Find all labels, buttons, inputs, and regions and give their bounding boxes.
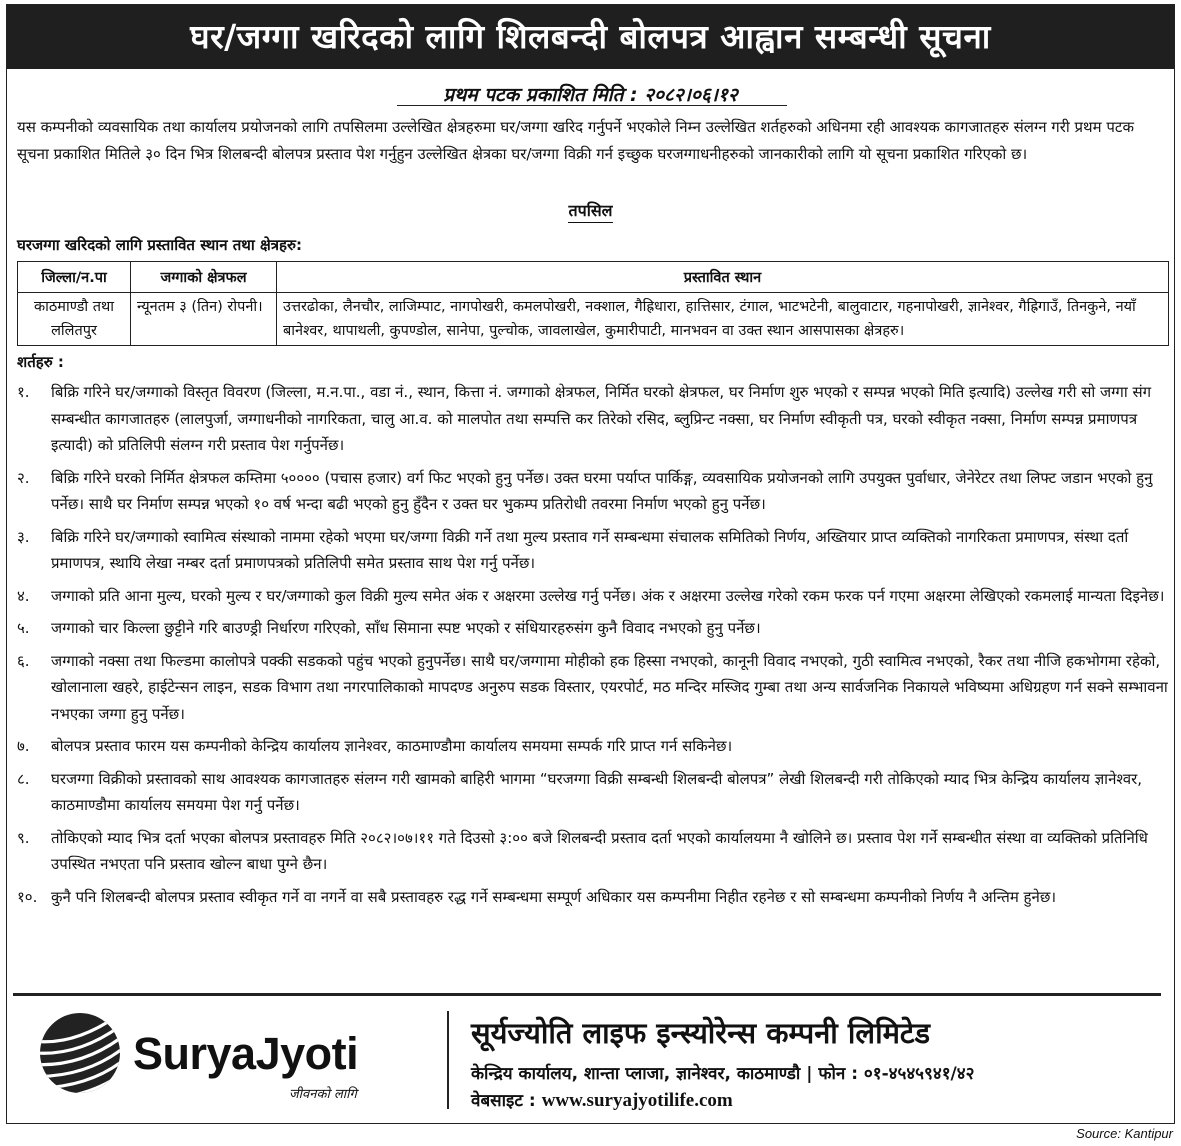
- source-credit: Source: Kantipur: [1076, 1126, 1173, 1141]
- item-text: बिक्रि गरिने घर/जग्गाको स्वामित्व संस्थाको नाममा रहेको भएमा घर/जग्गा विक्री गर्ने तथा मुल्य प्रस्ताव गर्ने सम्बन्धमा संचालक समितिको निर्णय, अख्तियार प्राप्त व्यक्तिको नागरिकता प्रमाणपत्र, संस्था दर्ता प्रमाणपत्र, स्थायि लेखा नम्बर दर्ता प्रमाणपत्रको प्रतिलिपी समेत प्रस्ताव साथ पेश गर्नु पर्नेछ।: [51, 527, 1129, 572]
- header-land-area: जग्गाको क्षेत्रफल: [131, 262, 277, 293]
- intro-paragraph: यस कम्पनीको व्यवसायिक तथा कार्यालय प्रयोजनको लागि तपसिलमा उल्लेखित क्षेत्रहरुमा घर/जग्गा खरिद गर्नुपर्ने भएकोले निम्न उल्लेखित शर्तहरुको अधिनमा रही आवश्यक कागजातहरु संलग्न गरी प्रथम पटक सूचना प्रकाशित मितिले ३० दिन भित्र शिलबन्दी बोलपत्र प्रस्ताव पेश गर्नुहुन उल्लेखित क्षेत्रका घर/जग्गा विक्री गर्न इच्छुक घरजग्गाधनीहरुको जानकारीको लागि यो सूचना प्रकाशित गरिएको छ।: [17, 118, 1134, 163]
- list-item: [17, 465, 1169, 518]
- item-number: २.: [17, 468, 30, 487]
- company-address: केन्द्रिय कार्यालय, शान्ता प्लाजा, ज्ञानेश्वर, काठमाण्डौ | फोन : ०१-४५४५९४१/४२: [471, 1064, 975, 1084]
- list-item: [17, 524, 1169, 577]
- company-logo: [37, 1010, 437, 1110]
- item-text: घरजग्गा विक्रीको प्रस्तावको साथ आवश्यक कागजातहरु संलग्न गरी खामको बाहिरी भागमा “घरजग्गा विक्री सम्बन्धी शिलबन्दी बोलपत्र” लेखी शिलबन्दी गरी तोकिएको म्याद भित्र केन्द्रिय कार्यालय ज्ञानेश्वर, काठमाण्डौमा कार्यालय समयमा पेश गर्नु पर्नेछ।: [51, 769, 1143, 814]
- item-number: ४.: [17, 586, 30, 605]
- locations-table: [17, 261, 1169, 346]
- conditions-list: [17, 379, 1169, 916]
- company-name: सूर्यज्योति लाइफ इन्स्योरेन्स कम्पनी लिमिटेड: [471, 1016, 931, 1050]
- list-item: [17, 733, 1169, 760]
- item-text: बोलपत्र प्रस्ताव फारम यस कम्पनीको केन्द्रिय कार्यालय ज्ञानेश्वर, काठमाण्डौमा कार्यालय समयमा सम्पर्क गरि प्राप्त गर्न सकिनेछ।: [51, 737, 733, 755]
- company-website: [471, 1088, 733, 1112]
- item-text: जग्गाको चार किल्ला छुट्टीने गरि बाउण्ड्री निर्धारण गरिएको, साँध सिमाना स्पष्ट भएको र संधियारहरुसंग कुनै विवाद नभएको हुनु पर्नेछ।: [51, 619, 761, 637]
- footer-divider: [13, 993, 1161, 996]
- website-label: वेबसाइट :: [471, 1091, 536, 1111]
- publication-date-text: प्रथम पटक प्रकाशित मिति : २०८२।०६।१२: [443, 84, 738, 106]
- item-number: १०.: [17, 887, 38, 906]
- cell-land-area: न्यूनतम ३ (तिन) रोपनी।: [131, 293, 277, 346]
- item-number: १.: [17, 383, 30, 401]
- list-item: [17, 615, 1169, 642]
- conditions-heading: शर्तहरु :: [17, 353, 64, 371]
- publication-date: [7, 81, 1174, 107]
- proposed-locations-heading: घरजग्गा खरिदको लागि प्रस्तावित स्थान तथा क्षेत्रहरु:: [17, 236, 302, 254]
- item-text: बिक्रि गरिने घर/जग्गाको विस्तृत विवरण (जिल्ला, म.न.पा., वडा नं., स्थान, कित्ता नं. जग्गाको क्षेत्रफल, निर्मित घरको क्षेत्रफल, घर निर्माण शुरु भएको र सम्पन्न भएको मिति इत्यादि) उल्लेख गरी सो जग्गा संग सम्बन्धीत कागजातहरु (लालपुर्जा, जग्गाधनीको नागरिकता, चालु आ.व. को मालपोत तथा सम्पत्ति कर तिरेको रसिद, ब्लुप्रिन्ट नक्सा, घर निर्माण स्वीकृती पत्र, घरको स्वीकृत नक्सा, निर्माण सम्पन्न प्रमाणपत्र इत्यादी) को प्रतिलिपी संलग्न गरी प्रस्ताव पेश गर्नुपर्नेछ।: [51, 383, 1152, 454]
- header-district: जिल्ला/न.पा: [18, 262, 131, 293]
- item-number: ३.: [17, 527, 30, 546]
- item-text: कुनै पनि शिलबन्दी बोलपत्र प्रस्ताव स्वीकृत गर्ने वा नगर्ने वा सबै प्रस्तावहरु रद्ध गर्ने सम्बन्धमा सम्पूर्ण अधिकार यस कम्पनीमा निहीत रहनेछ र सो सम्बन्धमा कम्पनीको निर्णय नै अन्तिम हुनेछ।: [51, 887, 1057, 906]
- list-item: [17, 583, 1169, 610]
- item-number: ५.: [17, 619, 30, 637]
- item-text: जग्गाको नक्सा तथा फिल्डमा कालोपत्रे पक्की सडकको पहुंच भएको हुनुपर्नेछ। साथै घर/जग्गामा मोहीको हक हिस्सा नभएको, कानूनी विवाद नभएको, गुठी स्वामित्व नभएको, रैकर तथा नीजि हकभोगमा रहेको, खोलानाला खहरे, हाईटेन्सन लाइन, सडक विभाग तथा नगरपालिकाको मापदण्ड अनुरुप सडक विस्तार, एयरपोर्ट, मठ मन्दिर मस्जिद गुम्बा तथा अन्य सार्वजनिक निकायले भविष्यमा अधिग्रहण गर्न सक्ने सम्भावना नभएका जग्गा हुनु पर्नेछ।: [51, 651, 1168, 723]
- header-proposed-location: प्रस्तावित स्थान: [277, 262, 1169, 293]
- footer-separator: [447, 1011, 449, 1109]
- list-item: [17, 766, 1169, 819]
- table-row: [18, 293, 1169, 346]
- item-number: ९.: [17, 828, 30, 847]
- item-text: जग्गाको प्रति आना मुल्य, घरको मुल्य र घर/जग्गाको कुल विक्री मुल्य समेत अंक र अक्षरमा उल्लेख गर्नु पर्नेछ। अंक र अक्षरमा उल्लेख गरेको रकम फरक पर्न गएमा अक्षरमा लेखिएको रकमलाई मान्यता दिइनेछ।: [51, 586, 1165, 605]
- item-text: तोकिएको म्याद भित्र दर्ता भएका बोलपत्र प्रस्तावहरु मिति २०८२।०७।११ गते दिउसो ३:०० बजे शिलबन्दी प्रस्ताव दर्ता भएको कार्यालयमा नै खोलिने छ। प्रस्ताव पेश गर्ने सम्बन्धीत संस्था वा व्यक्तिको प्रतिनिधि उपस्थित नभएता पनि प्रस्ताव खोल्न बाधा पुग्ने छैन।: [51, 828, 1148, 873]
- item-number: ८.: [17, 769, 30, 788]
- brand-name: SuryaJyoti: [133, 1028, 359, 1079]
- notice-page: [6, 4, 1175, 1124]
- list-item: [17, 379, 1169, 459]
- item-number: ७.: [17, 737, 30, 755]
- list-item: [17, 825, 1169, 878]
- notice-title: घर/जग्गा खरिदको लागि शिलबन्दी बोलपत्र आह्वान सम्बन्धी सूचना: [7, 5, 1174, 69]
- cell-district: काठमाण्डौ तथा ललितपुर: [18, 293, 131, 346]
- suryajyoti-logo-icon: [37, 1010, 123, 1096]
- details-heading: [7, 199, 1174, 221]
- table-header-row: [18, 262, 1169, 293]
- list-item: [17, 648, 1169, 728]
- cell-proposed-location: उत्तरढोका, लैनचौर, लाजिम्पाट, नागपोखरी, कमलपोखरी, नक्शाल, गैह्रिधारा, हात्तिसार, टंगाल, भाटभटेनी, बालुवाटार, गहनापोखरी, ज्ञानेश्वर, गैह्रिगाउँ, तिनकुने, नयाँ बानेश्वर, थापाथली, कुपण्डोल, सानेपा, पुल्चोक, जावलाखेल, कुमारीपाटी, मानभवन वा उक्त स्थान आसपासका क्षेत्रहरु।: [277, 293, 1169, 346]
- website-link[interactable]: www.suryajyotilife.com: [541, 1090, 733, 1111]
- publication-date-underline: [397, 105, 787, 106]
- item-text: बिक्रि गरिने घरको निर्मित क्षेत्रफल कम्तिमा ५०००० (पचास हजार) वर्ग फिट भएको हुनु पर्नेछ। उक्त घरमा पर्याप्त पार्किङ्ग, व्यवसायिक प्रयोजनको लागि उपयुक्त पुर्वाधार, जेनेरेटर तथा लिफ्ट जडान भएको हुनु पर्नेछ। साथै घर निर्माण सम्पन्न भएको १० वर्ष भन्दा बढी भएको हुनु हुँदैन र उक्त घर भुकम्प प्रतिरोधी तवरमा निर्माण भएको हुनु पर्नेछ।: [51, 468, 1153, 513]
- list-item: [17, 884, 1169, 911]
- item-number: ६.: [17, 651, 30, 670]
- brand-tagline: जीवनको लागि: [289, 1087, 357, 1102]
- details-heading-text: तपसिल: [568, 201, 612, 223]
